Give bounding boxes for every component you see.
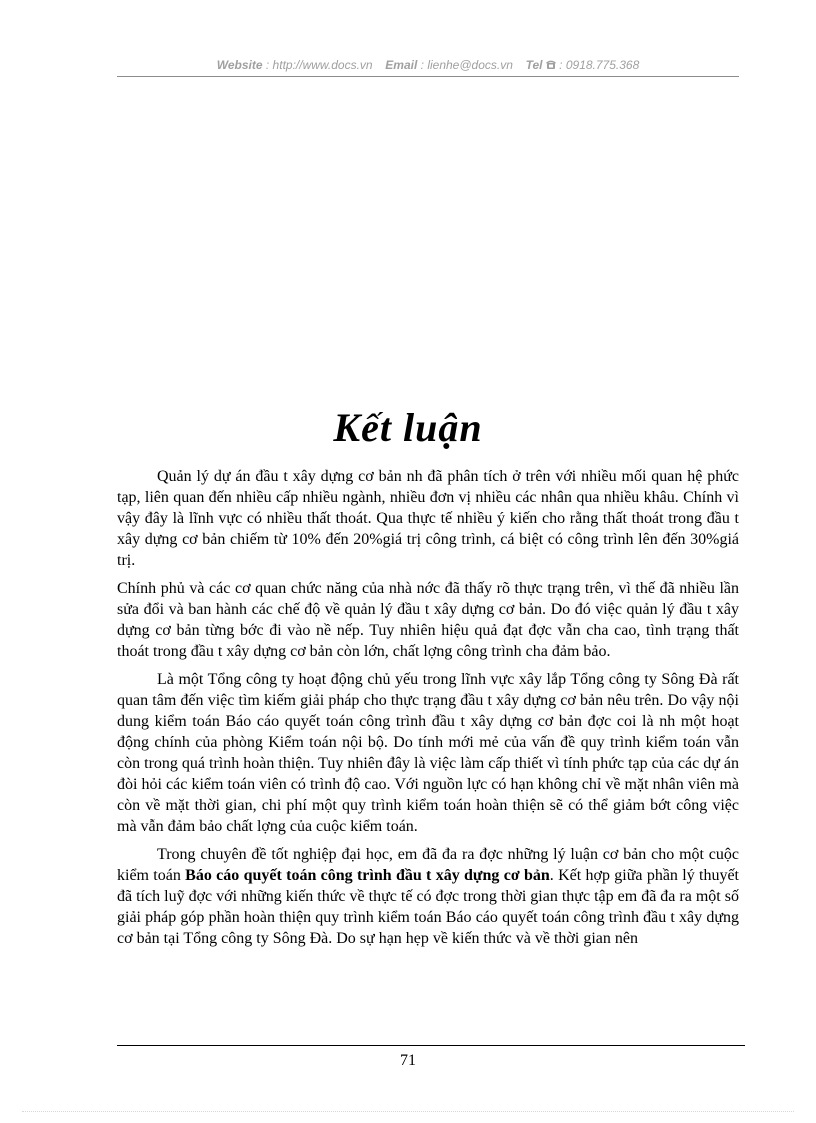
page-header [117, 56, 739, 77]
page-edge-dotted-line [22, 1111, 794, 1112]
website-label: Website [216, 58, 263, 72]
website-value: : http://www.docs.vn [265, 58, 373, 72]
paragraph-4-end: . Kết hợp giữa phần lý thuyết đã tích luỹ đợc với những kiến thức về thực tế có đợc trong thời gian thực tập em đã đa ra một số giải pháp góp phần hoàn thiện quy trình kiểm toán Báo cáo quyết toán công trình đầu t xây dựng cơ bản tại Tổng công ty Sông Đà. Do sự hạn hẹp về kiến thức và về thời gian nên [117, 867, 739, 947]
paragraph-3: Là một Tổng công ty hoạt động chủ yếu trong lĩnh vực xây lắp Tổng công ty Sông Đà rất quan tâm đến việc tìm kiếm giải pháp cho thực trạng đầu t xây dựng cơ bản nêu trên. Do vậy nội dung kiểm toán Báo cáo quyết toán công trình đầu t xây dựng cơ bản đợc coi là nh một hoạt động chính của phòng Kiểm toán nội bộ. Do tính mới mẻ của vấn đề quy trình kiểm toán vẫn còn trong quá trình hoàn thiện. Tuy nhiên đây là việc làm cấp thiết vì tính phức tạp của các dự án đòi hỏi các kiểm toán viên có trình độ cao. Với nguồn lực có hạn không chỉ về mặt nhân viên mà còn về mặt thời gian, chi phí một quy trình kiểm toán hoàn thiện sẽ có thể giảm bớt công việc mà vẫn đảm bảo chất lợng của cuộc kiểm toán. [117, 671, 739, 835]
tel-label: Tel [525, 58, 543, 72]
phone-icon [546, 60, 556, 70]
tel-value: : 0918.775.368 [559, 58, 640, 72]
body-text [117, 466, 739, 956]
paragraph-4 [117, 844, 739, 949]
page-number: 71 [400, 1052, 416, 1069]
page-title: Kết luận [333, 405, 483, 450]
paragraph-1: Quản lý dự án đầu t xây dựng cơ bản nh đã phân tích ở trên với nhiều mối quan hệ phức tạp, liên quan đến nhiều cấp nhiều ngành, nhiều đơn vị nhiều các nhân qua nhiều khâu. Chính vì vậy đây là lĩnh vực có nhiều thất thoát. Qua thực tế nhiều ý kiến cho rằng thất thoát trong đầu t xây dựng cơ bản chiếm từ 10% đến 20%giá trị công trình, cá biệt có công trình lên đến 30%giá trị. [117, 468, 739, 569]
email-label: Email [385, 58, 418, 72]
email-value: : lienhe@docs.vn [420, 58, 513, 72]
paragraph-4-bold-title: Báo cáo quyết toán công trình đầu t xây dựng cơ bản [185, 867, 550, 884]
footer-divider [117, 1045, 745, 1046]
paragraph-4-start: Trong chuyên đề tốt nghiệp đại học, em đã đa ra đợc những lý luận cơ bản cho một cuộc kiểm toán [117, 846, 739, 884]
paragraph-2: Chính phủ và các cơ quan chức năng của nhà nớc đã thấy rõ thực trạng trên, vì thế đã nhiều lần sửa đổi và ban hành các chế độ về quản lý đầu t xây dựng cơ bản. Do đó việc quản lý đầu t xây dựng cơ bản từng bớc đi vào nề nếp. Tuy nhiên hiệu quả đạt đợc vẫn cha cao, tình trạng thất thoát trong đầu t xây dựng cơ bản còn lớn, chất lợng công trình cha đảm bảo. [117, 580, 739, 660]
